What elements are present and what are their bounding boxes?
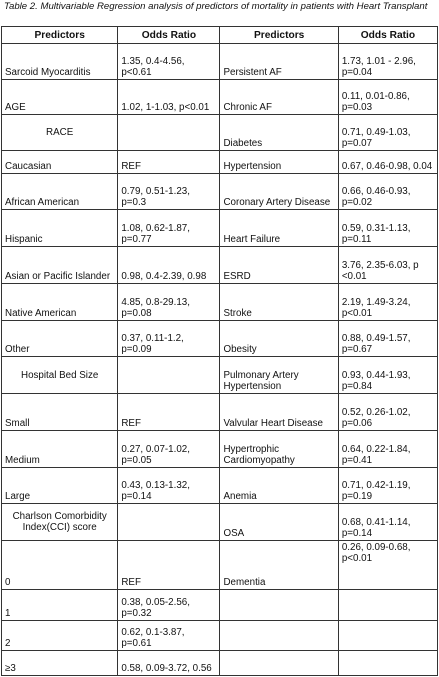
- predictor-cell: Sarcoid Myocarditis: [2, 44, 118, 80]
- table-row: [2, 620, 438, 651]
- table-row: [2, 651, 438, 676]
- table-row: [2, 283, 438, 320]
- predictor-cell: Heart Failure: [220, 210, 338, 247]
- odds-ratio-cell: 4.85, 0.8-29.13, p=0.08: [118, 283, 220, 320]
- odds-ratio-cell: 2.19, 1.49-3.24, p<0.01: [338, 283, 437, 320]
- odds-ratio-cell: REF: [118, 541, 220, 590]
- predictor-cell: Coronary Artery Disease: [220, 173, 338, 210]
- predictor-cell: Chronic AF: [220, 79, 338, 115]
- header-odds-ratio: Odds Ratio: [118, 27, 220, 44]
- table-row: [2, 151, 438, 173]
- odds-ratio-cell: [118, 504, 220, 541]
- odds-ratio-cell: 0.93, 0.44-1.93, p=0.84: [338, 357, 437, 394]
- predictor-cell: 0: [2, 541, 118, 590]
- predictor-cell: 1: [2, 590, 118, 621]
- header-row: [2, 27, 438, 44]
- table-row: [2, 79, 438, 115]
- predictor-cell: AGE: [2, 79, 118, 115]
- predictor-cell: Dementia: [220, 541, 338, 590]
- odds-ratio-cell: 0.59, 0.31-1.13, p=0.11: [338, 210, 437, 247]
- odds-ratio-cell: [338, 620, 437, 651]
- odds-ratio-cell: 0.37, 0.11-1.2, p=0.09: [118, 320, 220, 357]
- predictor-cell: [220, 651, 338, 676]
- table-row: [2, 430, 438, 467]
- predictor-cell: African American: [2, 173, 118, 210]
- predictor-cell: Large: [2, 467, 118, 504]
- header-predictors: Predictors: [220, 27, 338, 44]
- predictor-cell: Valvular Heart Disease: [220, 394, 338, 431]
- odds-ratio-cell: 1.73, 1.01 - 2.96, p=0.04: [338, 44, 437, 80]
- odds-ratio-cell: 1.08, 0.62-1.87, p=0.77: [118, 210, 220, 247]
- odds-ratio-cell: 0.66, 0.46-0.93, p=0.02: [338, 173, 437, 210]
- odds-ratio-cell: [118, 357, 220, 394]
- section-header-cell: Charlson Comorbidity Index(CCI) score: [2, 504, 118, 541]
- odds-ratio-cell: 0.27, 0.07-1.02, p=0.05: [118, 430, 220, 467]
- predictor-cell: Anemia: [220, 467, 338, 504]
- predictor-cell: Medium: [2, 430, 118, 467]
- table-row: [2, 320, 438, 357]
- predictor-cell: Native American: [2, 283, 118, 320]
- odds-ratio-cell: 0.64, 0.22-1.84, p=0.41: [338, 430, 437, 467]
- table-row: [2, 357, 438, 394]
- odds-ratio-cell: 1.35, 0.4-4.56, p<0.61: [118, 44, 220, 80]
- table-row: [2, 541, 438, 590]
- predictor-cell: Caucasian: [2, 151, 118, 173]
- predictor-cell: ≥3: [2, 651, 118, 676]
- predictor-cell: Hypertrophic Cardiomyopathy: [220, 430, 338, 467]
- table-row: [2, 590, 438, 621]
- table-row: [2, 467, 438, 504]
- predictor-cell: 2: [2, 620, 118, 651]
- table-row: [2, 210, 438, 247]
- odds-ratio-cell: [338, 590, 437, 621]
- table-row: [2, 247, 438, 284]
- predictor-cell: OSA: [220, 504, 338, 541]
- table-caption: Table 2. Multivariable Regression analysis of predictors of mortality in patients with Heart Transplant: [4, 1, 428, 12]
- section-header-cell: RACE: [2, 115, 118, 151]
- odds-ratio-cell: 0.26, 0.09-0.68, p<0.01: [338, 541, 437, 590]
- odds-ratio-cell: REF: [118, 151, 220, 173]
- predictor-cell: Pulmonary Artery Hypertension: [220, 357, 338, 394]
- predictor-cell: Small: [2, 394, 118, 431]
- odds-ratio-cell: [118, 115, 220, 151]
- predictor-cell: Stroke: [220, 283, 338, 320]
- predictor-cell: Asian or Pacific Islander: [2, 247, 118, 284]
- odds-ratio-cell: 0.52, 0.26-1.02, p=0.06: [338, 394, 437, 431]
- table-row: [2, 173, 438, 210]
- predictor-cell: [220, 620, 338, 651]
- predictor-cell: ESRD: [220, 247, 338, 284]
- regression-table: [1, 26, 438, 676]
- odds-ratio-cell: 0.71, 0.49-1.03, p=0.07: [338, 115, 437, 151]
- odds-ratio-cell: REF: [118, 394, 220, 431]
- section-header-cell: Hospital Bed Size: [2, 357, 118, 394]
- predictor-cell: Diabetes: [220, 115, 338, 151]
- table-row: [2, 115, 438, 151]
- odds-ratio-cell: 3.76, 2.35-6.03, p <0.01: [338, 247, 437, 284]
- odds-ratio-cell: 0.11, 0.01-0.86, p=0.03: [338, 79, 437, 115]
- odds-ratio-cell: 0.79, 0.51-1.23, p=0.3: [118, 173, 220, 210]
- header-predictors: Predictors: [2, 27, 118, 44]
- odds-ratio-cell: 0.67, 0.46-0.98, 0.04: [338, 151, 437, 173]
- odds-ratio-cell: 0.71, 0.42-1.19, p=0.19: [338, 467, 437, 504]
- table-row: [2, 394, 438, 431]
- predictor-cell: Hypertension: [220, 151, 338, 173]
- odds-ratio-cell: 0.62, 0.1-3.87, p=0.61: [118, 620, 220, 651]
- odds-ratio-cell: 0.58, 0.09-3.72, 0.56: [118, 651, 220, 676]
- table-row: [2, 504, 438, 541]
- predictor-cell: Hispanic: [2, 210, 118, 247]
- odds-ratio-cell: [338, 651, 437, 676]
- odds-ratio-cell: 0.98, 0.4-2.39, 0.98: [118, 247, 220, 284]
- table-row: [2, 44, 438, 80]
- predictor-cell: [220, 590, 338, 621]
- predictor-cell: Obesity: [220, 320, 338, 357]
- odds-ratio-cell: 1.02, 1-1.03, p<0.01: [118, 79, 220, 115]
- odds-ratio-cell: 0.68, 0.41-1.14, p=0.14: [338, 504, 437, 541]
- odds-ratio-cell: 0.43, 0.13-1.32, p=0.14: [118, 467, 220, 504]
- odds-ratio-cell: 0.88, 0.49-1.57, p=0.67: [338, 320, 437, 357]
- predictor-cell: Persistent AF: [220, 44, 338, 80]
- predictor-cell: Other: [2, 320, 118, 357]
- header-odds-ratio: Odds Ratio: [338, 27, 437, 44]
- odds-ratio-cell: 0.38, 0.05-2.56, p=0.32: [118, 590, 220, 621]
